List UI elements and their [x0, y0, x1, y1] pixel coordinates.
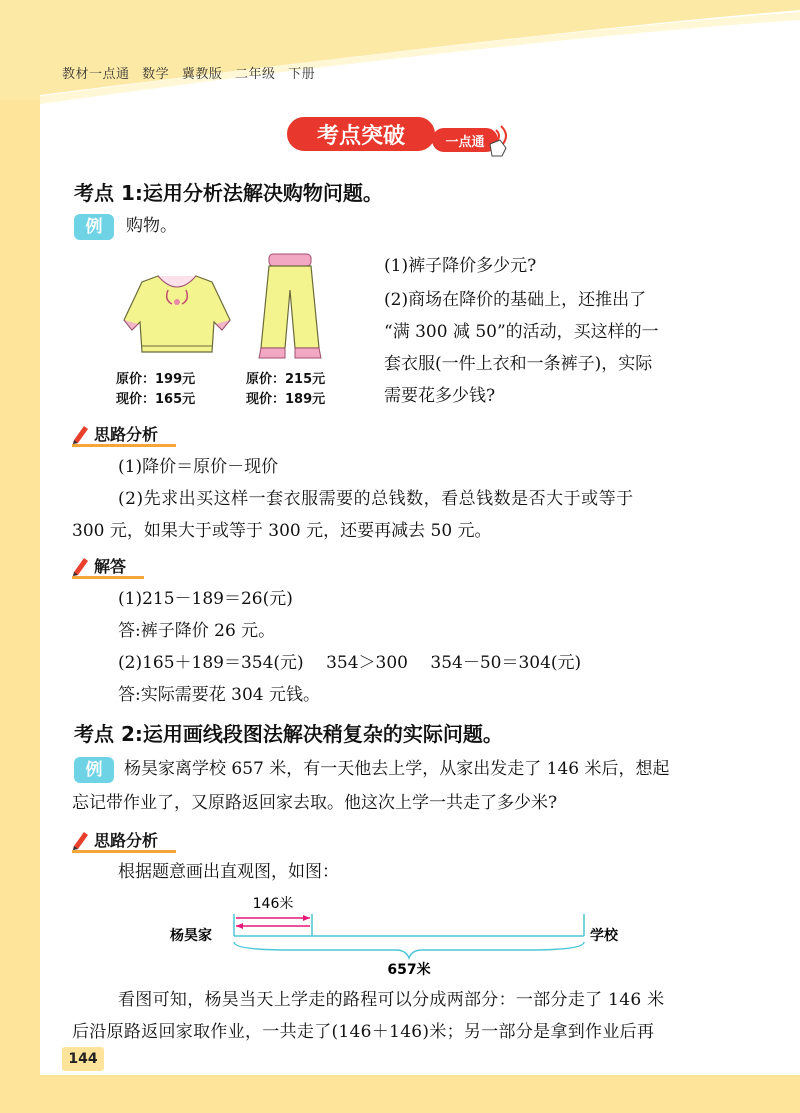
analysis-label: 思路分析 [94, 831, 159, 850]
kp2-analysis-intro: 根据题意画出直观图，如图： [118, 862, 339, 882]
kp1-question-line: (2)商场在降价的基础上，还推出了 [384, 290, 647, 310]
kp1-analysis-heading [72, 422, 182, 446]
shirt-original-price: 原价：199元 [116, 372, 196, 387]
section-banner [282, 108, 522, 162]
kp1-answer-line: (1)215－189＝26(元) [118, 589, 293, 609]
diagram-label-right: 学校 [590, 928, 618, 944]
kp2-example-tag: 例 [74, 757, 114, 783]
diagram-label-top: 146米 [252, 896, 294, 912]
kp2-analysis-line: 看图可知，杨昊当天上学走的路程可以分成两部分：一部分走了 146 米 [118, 990, 665, 1010]
kp1-question-line: 需要花多少钱? [384, 386, 496, 406]
pencil-icon [72, 556, 90, 576]
page-number: 144 [62, 1047, 104, 1071]
page-edge-bottom [0, 1075, 800, 1113]
kp1-title: 考点 1:运用分析法解决购物问题。 [74, 181, 383, 205]
edition: 冀教版 [181, 67, 223, 82]
kp1-answer-line: 答:裤子降价 26 元。 [118, 621, 276, 641]
kp1-question-line: “满 300 减 50”的活动，买这样的一 [384, 322, 659, 342]
shirt-current-price: 现价：165元 [116, 392, 196, 407]
kp1-analysis-line: (2)先求出买这样一套衣服需要的总钱数，看总钱数是否大于或等于 [118, 489, 634, 509]
heading-underline [72, 850, 176, 853]
kp2-example-line: 杨昊家离学校 657 米，有一天他去上学，从家出发走了 146 米后，想起 [124, 759, 670, 779]
heading-underline [72, 576, 144, 579]
kp2-analysis-line: 后沿原路返回家取作业，一共走了(146＋146)米；另一部分是拿到作业后再 [72, 1022, 655, 1042]
heading-underline [72, 444, 176, 447]
kp1-question-line: 套衣服(一件上衣和一条裤子)，实际 [384, 354, 653, 374]
subject: 数学 [142, 67, 170, 82]
kp1-analysis-line: 300 元，如果大于或等于 300 元，还要再减去 50 元。 [72, 521, 492, 541]
kp2-example-line: 忘记带作业了，又原路返回家去取。他这次上学一共走了多少米? [72, 793, 558, 813]
volume: 下册 [288, 67, 316, 82]
pants-image [255, 250, 325, 362]
diagram-label-bottom: 657米 [387, 962, 431, 978]
banner-title: 考点突破 [316, 124, 406, 149]
banner-subtitle: 一点通 [445, 135, 485, 150]
kp1-example-tag: 例 [74, 214, 114, 240]
kp2-analysis-heading [72, 828, 182, 852]
grade: 二年级 [234, 67, 276, 82]
line-segment-diagram [170, 888, 640, 980]
book-name: 教材一点通 [62, 67, 130, 82]
pencil-icon [72, 830, 90, 850]
kp1-analysis-line: (1)降价＝原价－现价 [118, 457, 279, 477]
pants-current-price: 现价：189元 [246, 392, 326, 407]
analysis-label: 思路分析 [94, 425, 159, 444]
kp1-answer-line: (2)165＋189＝354(元) 354＞300 354－50＝304(元) [118, 653, 582, 673]
header-curve [0, 0, 800, 110]
kp1-example-text: 购物。 [126, 216, 177, 236]
book-header [62, 63, 323, 82]
pants-original-price: 原价：215元 [246, 372, 326, 387]
pencil-icon [72, 424, 90, 444]
diagram-label-left: 杨昊家 [170, 928, 212, 944]
kp1-answer-heading [72, 554, 152, 578]
kp2-title: 考点 2:运用画线段图法解决稍复杂的实际问题。 [74, 722, 503, 746]
shirt-image [118, 268, 236, 360]
answer-label: 解答 [94, 557, 127, 576]
kp1-answer-line: 答:实际需要花 304 元钱。 [118, 685, 320, 705]
kp1-question-line: (1)裤子降价多少元? [384, 256, 537, 276]
